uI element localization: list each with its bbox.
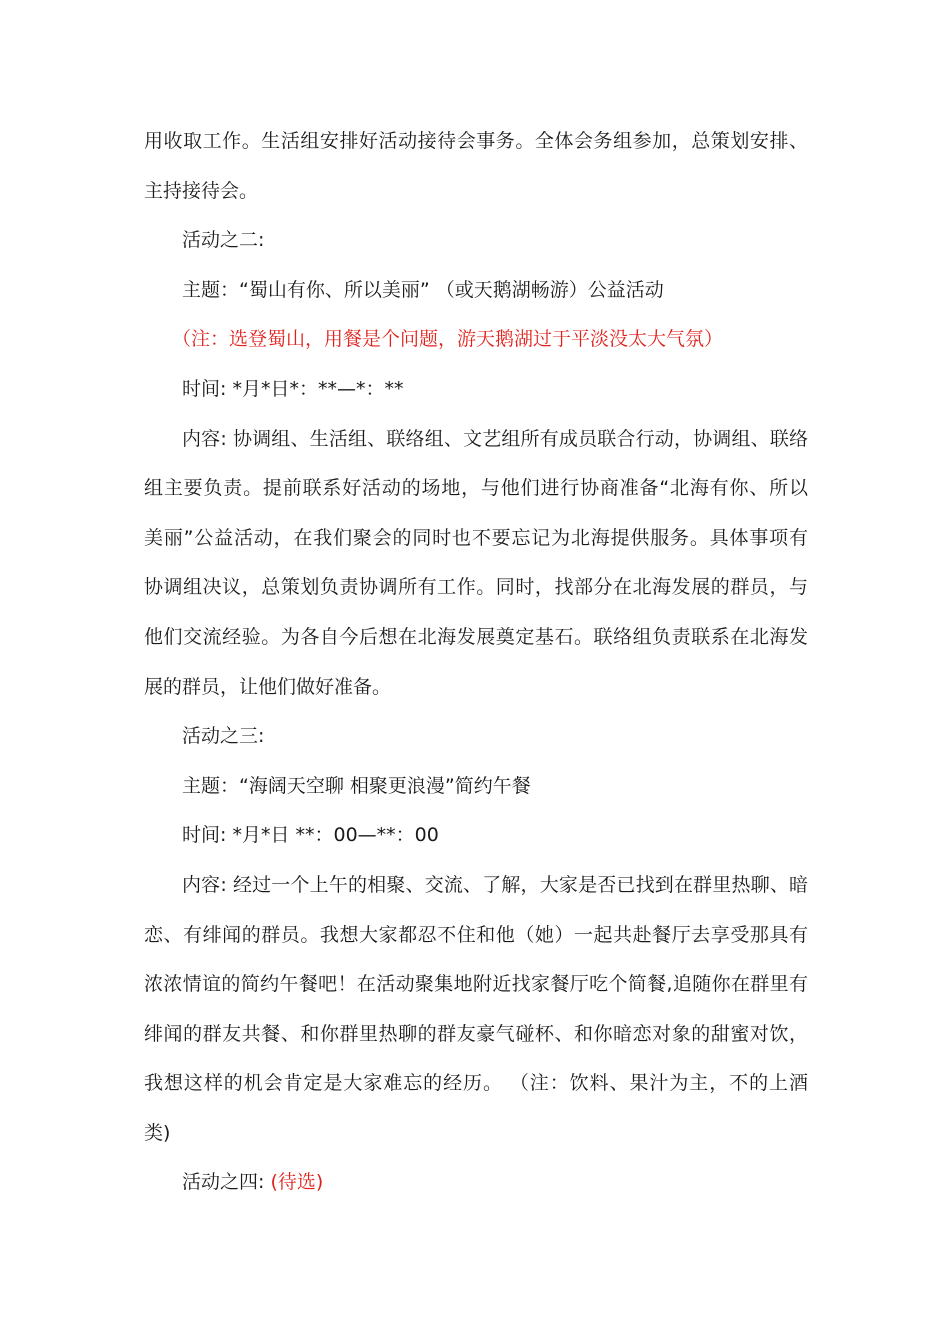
activity-3-content-line: 恋、有绯闻的群员。我想大家都忍不住和他（她）一起共赴餐厅去享受那具有: [144, 923, 808, 946]
activity-2-content-line: 组主要负责。提前联系好活动的场地，与他们进行协商准备“北海有你、所以: [144, 477, 808, 500]
activity-4-pending-note: (待选): [270, 1171, 324, 1194]
activity-2-theme: 主题：“蜀山有你、所以美丽” （或天鹅湖畅游）公益活动: [182, 278, 664, 301]
activity-3-content-line: 绯闻的群友共餐、和你群里热聊的群友豪气碰杯、和你暗恋对象的甜蜜对饮，: [144, 1022, 808, 1045]
activity-2-content-line: 美丽”公益活动，在我们聚会的同时也不要忘记为北海提供服务。具体事项有: [144, 526, 808, 549]
activity-2-heading: 活动之二:: [182, 229, 265, 252]
activity-3-theme: 主题：“海阔天空聊 相聚更浪漫”简约午餐: [182, 774, 531, 797]
activity-2-content-line: 他们交流经验。为各自今后想在北海发展奠定基石。联络组负责联系在北海发: [144, 625, 808, 648]
activity-3-content-line: 类): [144, 1121, 171, 1144]
activity-2-time: 时间: *月*日*：**—*：**: [182, 377, 404, 400]
activity-4-label: 活动之四:: [182, 1171, 265, 1194]
paragraph-line: 主持接待会。: [144, 179, 259, 202]
activity-3-heading: 活动之三:: [182, 725, 265, 748]
paragraph-line: 用收取工作。生活组安排好活动接待会事务。全体会务组参加，总策划安排、: [144, 130, 808, 152]
activity-4-heading: [144, 1162, 808, 1212]
activity-2-content-line: 协调组决议，总策划负责协调所有工作。同时，找部分在北海发展的群员，与: [144, 576, 808, 599]
activity-3-content-line: 内容: 经过一个上午的相聚、交流、了解，大家是否已找到在群里热聊、暗: [182, 873, 808, 896]
activity-2-content-line: 展的群员，让他们做好准备。: [144, 675, 392, 698]
activity-3-time: 时间: *月*日 **：00—**：00: [182, 824, 439, 847]
activity-3-content-line: 浓浓情谊的简约午餐吧！在活动聚集地附近找家餐厅吃个简餐,追随你在群里有: [144, 973, 808, 996]
activity-2-content-line: 内容: 协调组、生活组、联络组、文艺组所有成员联合行动，协调组、联络: [182, 427, 808, 450]
document-body: [144, 121, 808, 1212]
activity-2-red-note: （注：选登蜀山，用餐是个问题，游天鹅湖过于平淡没太大气氛）: [172, 328, 724, 351]
activity-3-content-line: 我想这样的机会肯定是大家难忘的经历。 （注：饮料、果汁为主，不的上酒: [144, 1072, 808, 1095]
